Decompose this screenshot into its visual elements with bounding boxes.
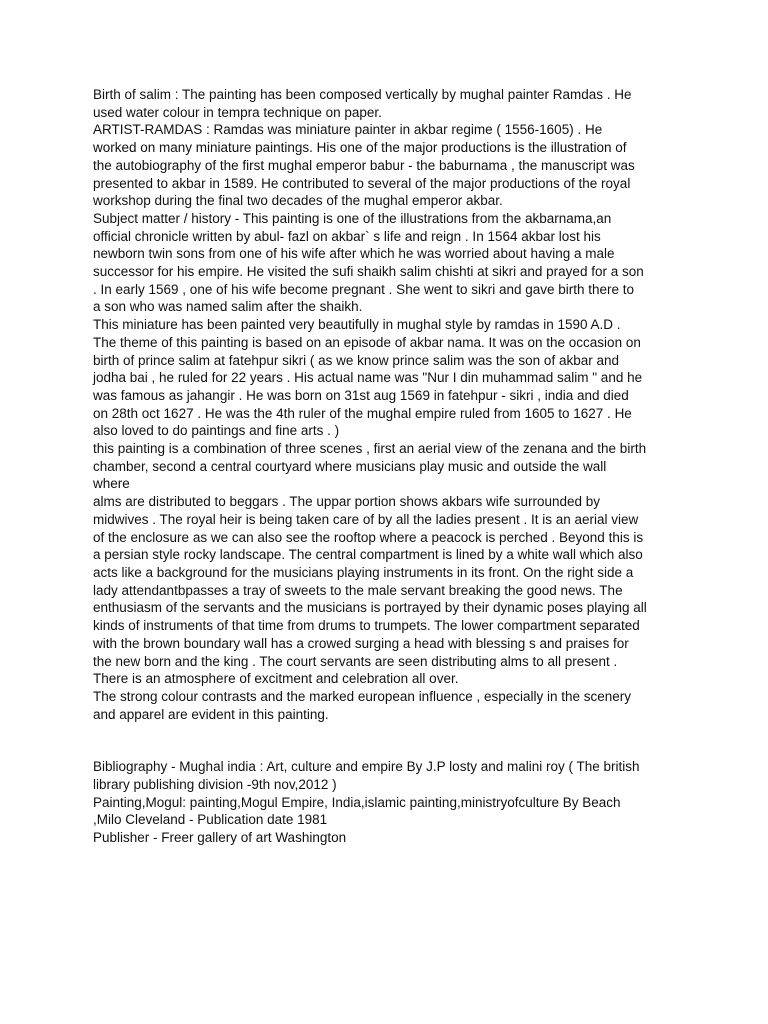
- text-line: kinds of instruments of that time from drums to trumpets. The lower compartment separated: [93, 618, 640, 634]
- text-line: alms are distributed to beggars . The uppar portion shows akbars wife surrounded by: [93, 494, 601, 510]
- text-line: The theme of this painting is based on an episode of akbar nama. It was on the occasion on: [93, 334, 641, 350]
- bibliography: [93, 758, 693, 847]
- text-line: jodha bai , he ruled for 22 years . His actual name was "Nur I din muhammad salim " and he: [93, 370, 643, 386]
- bibliography-line: library publishing division -9th nov,2012 ): [93, 777, 337, 793]
- bibliography-line: Publisher - Freer gallery of art Washington: [93, 830, 347, 846]
- text-line: workshop during the final two decades of the mughal emperor akbar.: [93, 193, 503, 209]
- text-line: ARTIST-RAMDAS : Ramdas was miniature painter in akbar regime ( 1556-1605) . He: [93, 122, 603, 138]
- text-line: successor for his empire. He visited the sufi shaikh salim chishti at sikri and prayed for a son: [93, 264, 644, 280]
- text-line: This miniature has been painted very beautifully in mughal style by ramdas in 1590 A.D .: [93, 317, 621, 333]
- body-text: [93, 86, 693, 723]
- text-line: newborn twin sons from one of his wife after which he was worried about having a male: [93, 246, 615, 262]
- bibliography-line: Painting,Mogul: painting,Mogul Empire, India,islamic painting,ministryofculture By Beach: [93, 794, 621, 810]
- text-line: on 28th oct 1627 . He was the 4th ruler of the mughal empire ruled from 1605 to 1627 . He: [93, 405, 632, 421]
- text-line: birth of prince salim at fatehpur sikri ( as we know prince salim was the son of akbar and: [93, 352, 619, 368]
- text-line: the new born and the king . The court servants are seen distributing alms to all present .: [93, 653, 618, 669]
- text-line: and apparel are evident in this painting.: [93, 706, 329, 722]
- section-spacer: [93, 723, 693, 758]
- text-line: a son who was named salim after the shaikh.: [93, 299, 363, 315]
- text-line: lady attendantbpasses a tray of sweets to the male servant breaking the good news. The: [93, 582, 623, 598]
- text-line: chamber, second a central courtyard where musicians play music and outside the wall: [93, 458, 607, 474]
- text-line: The strong colour contrasts and the marked european influence , especially in the scenery: [93, 688, 632, 704]
- bibliography-line: ,Milo Cleveland - Publication date 1981: [93, 812, 328, 828]
- text-line: Subject matter / history - This painting is one of the illustrations from the akbarnama,an: [93, 210, 612, 226]
- text-line: this painting is a combination of three scenes , first an aerial view of the zenana and the birth: [93, 441, 647, 457]
- text-line: also loved to do paintings and fine arts . ): [93, 423, 340, 439]
- text-line: was famous as jahangir . He was born on 31st aug 1569 in fatehpur - sikri , india and died: [93, 387, 629, 403]
- text-line: acts like a background for the musicians playing instruments in its front. On the right side a: [93, 564, 634, 580]
- text-line: worked on many miniature paintings. His one of the major productions is the illustration of: [93, 140, 627, 156]
- document-page: [93, 86, 693, 847]
- text-line: of the enclosure as we can also see the rooftop where a peacock is perched . Beyond this is: [93, 529, 644, 545]
- bibliography-line: Bibliography - Mughal india : Art, culture and empire By J.P losty and malini roy ( The british: [93, 759, 640, 775]
- text-line: . In early 1569 , one of his wife become pregnant . She went to sikri and gave birth there to: [93, 281, 635, 297]
- text-line: presented to akbar in 1589. He contributed to several of the major productions of the royal: [93, 175, 631, 191]
- text-line: midwives . The royal heir is being taken care of by all the ladies present . It is an aerial view: [93, 511, 639, 527]
- text-line: official chronicle written by abul- fazl on akbar` s life and reign . In 1564 akbar lost his: [93, 228, 601, 244]
- text-line: where: [93, 476, 130, 492]
- text-line: with the brown boundary wall has a crowed surging a head with blessing s and praises for: [93, 635, 629, 651]
- text-line: used water colour in tempra technique on paper.: [93, 104, 382, 120]
- text-line: the autobiography of the first mughal emperor babur - the baburnama , the manuscript was: [93, 157, 635, 173]
- text-line: enthusiasm of the servants and the musicians is portrayed by their dynamic poses playing all: [93, 600, 647, 616]
- text-line: Birth of salim : The painting has been composed vertically by mughal painter Ramdas . He: [93, 87, 632, 102]
- text-line: a persian style rocky landscape. The central compartment is lined by a white wall which also: [93, 547, 643, 563]
- text-line: There is an atmosphere of excitment and celebration all over.: [93, 671, 459, 687]
